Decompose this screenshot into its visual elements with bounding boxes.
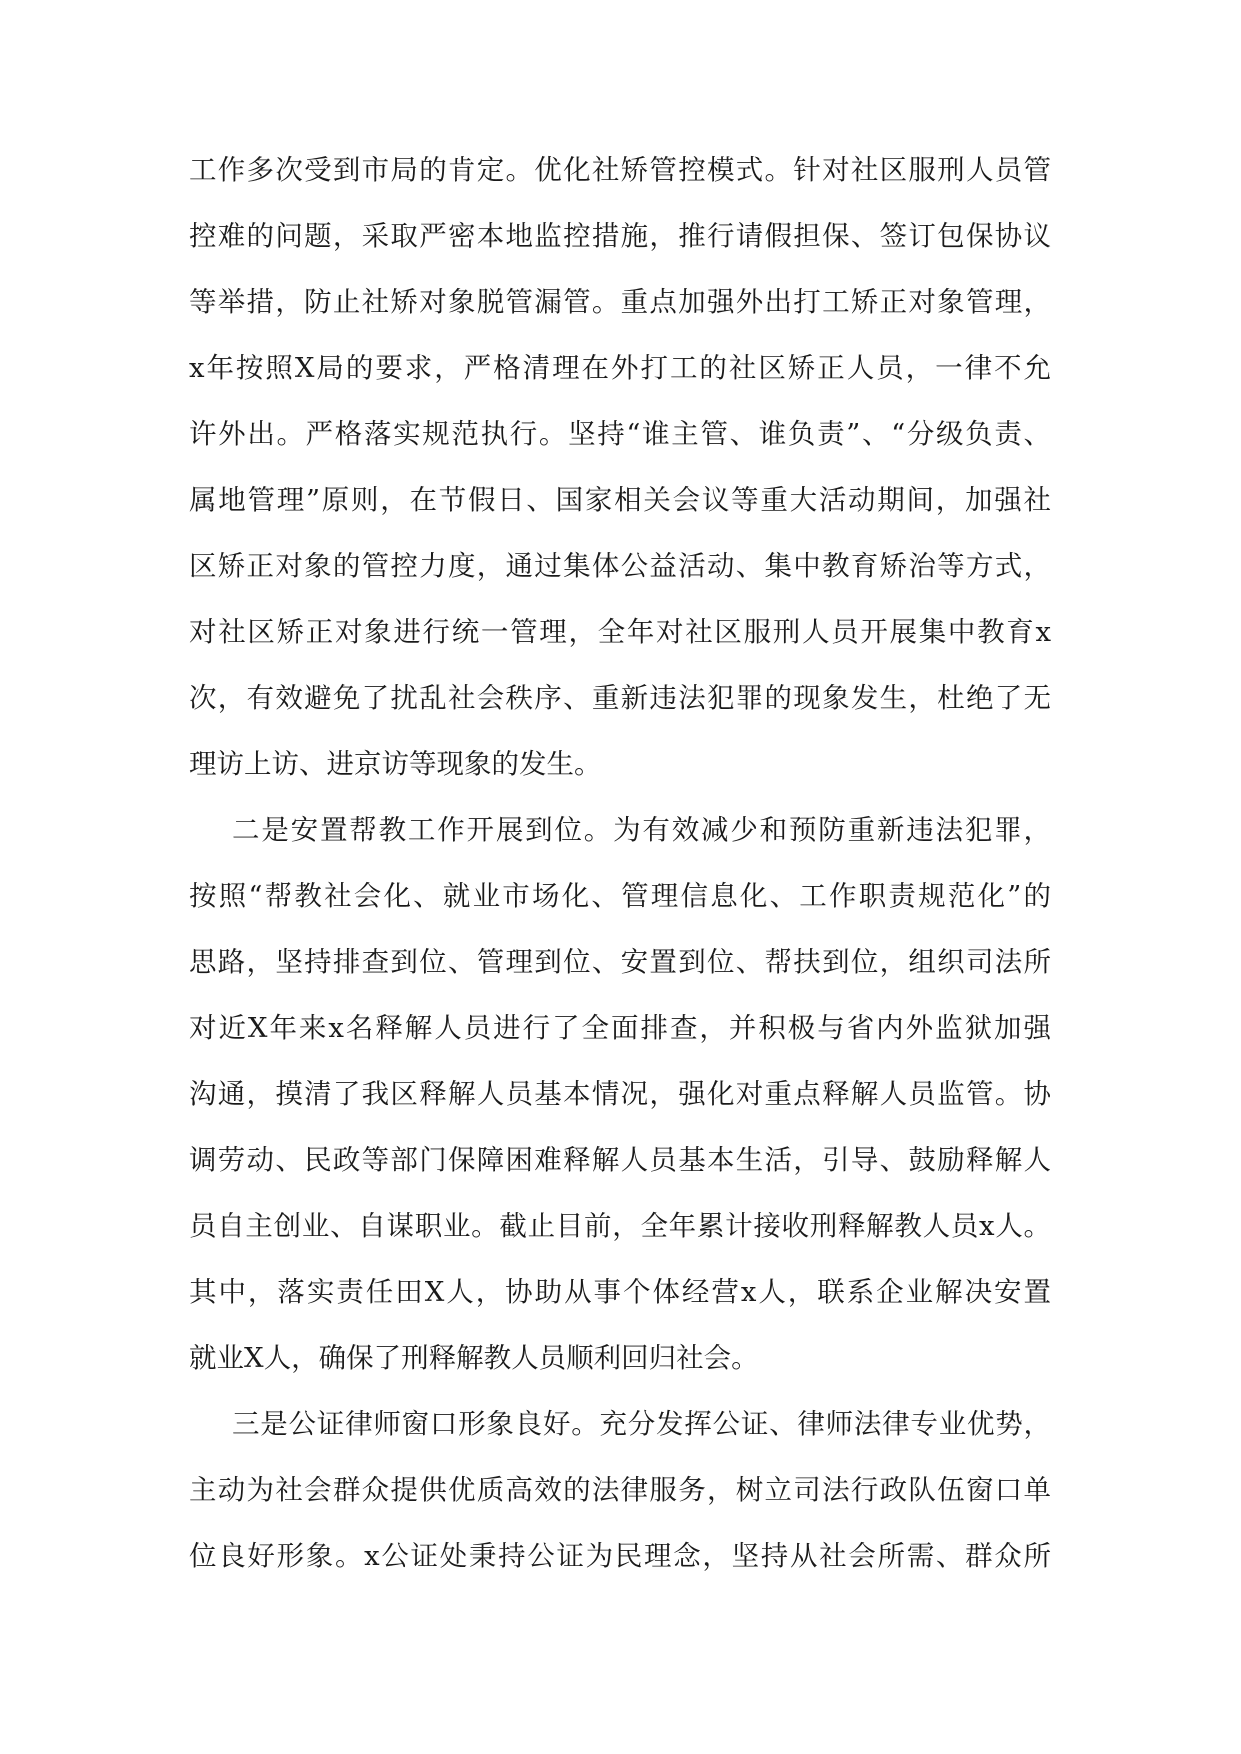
text-line: 沟通，摸清了我区释解人员基本情况，强化对重点释解人员监管。协 — [189, 1078, 1051, 1110]
text-line: 许外出。严格落实规范执行。坚持“谁主管、谁负责”、“分级负责、 — [189, 418, 1051, 450]
text-line: 控难的问题，采取严密本地监控措施，推行请假担保、签订包保协议 — [189, 220, 1051, 252]
text-line: 员自主创业、自谋职业。截止目前，全年累计接收刑释解教人员x人。 — [189, 1210, 1051, 1242]
paragraph-end-line: 理访上访、进京访等现象的发生。 — [189, 748, 602, 780]
text-line: 调劳动、民政等部门保障困难释解人员基本生活，引导、鼓励释解人 — [189, 1144, 1051, 1176]
text-line: 对社区矫正对象进行统一管理，全年对社区服刑人员开展集中教育x — [189, 616, 1051, 648]
text-line: 对近X年来x名释解人员进行了全面排查，并积极与省内外监狱加强 — [189, 1012, 1051, 1044]
text-line: 工作多次受到市局的肯定。优化社矫管控模式。针对社区服刑人员管 — [189, 154, 1051, 186]
text-line: 其中，落实责任田X人，协助从事个体经营x人，联系企业解决安置 — [189, 1276, 1051, 1308]
text-line: 思路，坚持排查到位、管理到位、安置到位、帮扶到位，组织司法所 — [189, 946, 1051, 978]
text-line: 属地管理”原则，在节假日、国家相关会议等重大活动期间，加强社 — [189, 484, 1051, 516]
text-line: 次，有效避免了扰乱社会秩序、重新违法犯罪的现象发生，杜绝了无 — [189, 682, 1051, 714]
text-line: x年按照X局的要求，严格清理在外打工的社区矫正人员，一律不允 — [189, 352, 1051, 384]
text-line: 主动为社会群众提供优质高效的法律服务，树立司法行政队伍窗口单 — [189, 1474, 1051, 1506]
text-line: 位良好形象。x公证处秉持公证为民理念，坚持从社会所需、群众所 — [189, 1540, 1051, 1572]
paragraph-end-line: 就业X人，确保了刑释解教人员顺利回归社会。 — [189, 1342, 759, 1374]
text-line: 按照“帮教社会化、就业市场化、管理信息化、工作职责规范化”的 — [189, 880, 1051, 912]
paragraph-first-line: 三是公证律师窗口形象良好。充分发挥公证、律师法律专业优势， — [232, 1408, 1051, 1440]
text-line: 区矫正对象的管控力度，通过集体公益活动、集中教育矫治等方式， — [189, 550, 1051, 582]
text-line: 等举措，防止社矫对象脱管漏管。重点加强外出打工矫正对象管理， — [189, 286, 1051, 318]
paragraph-first-line: 二是安置帮教工作开展到位。为有效减少和预防重新违法犯罪， — [232, 814, 1051, 846]
